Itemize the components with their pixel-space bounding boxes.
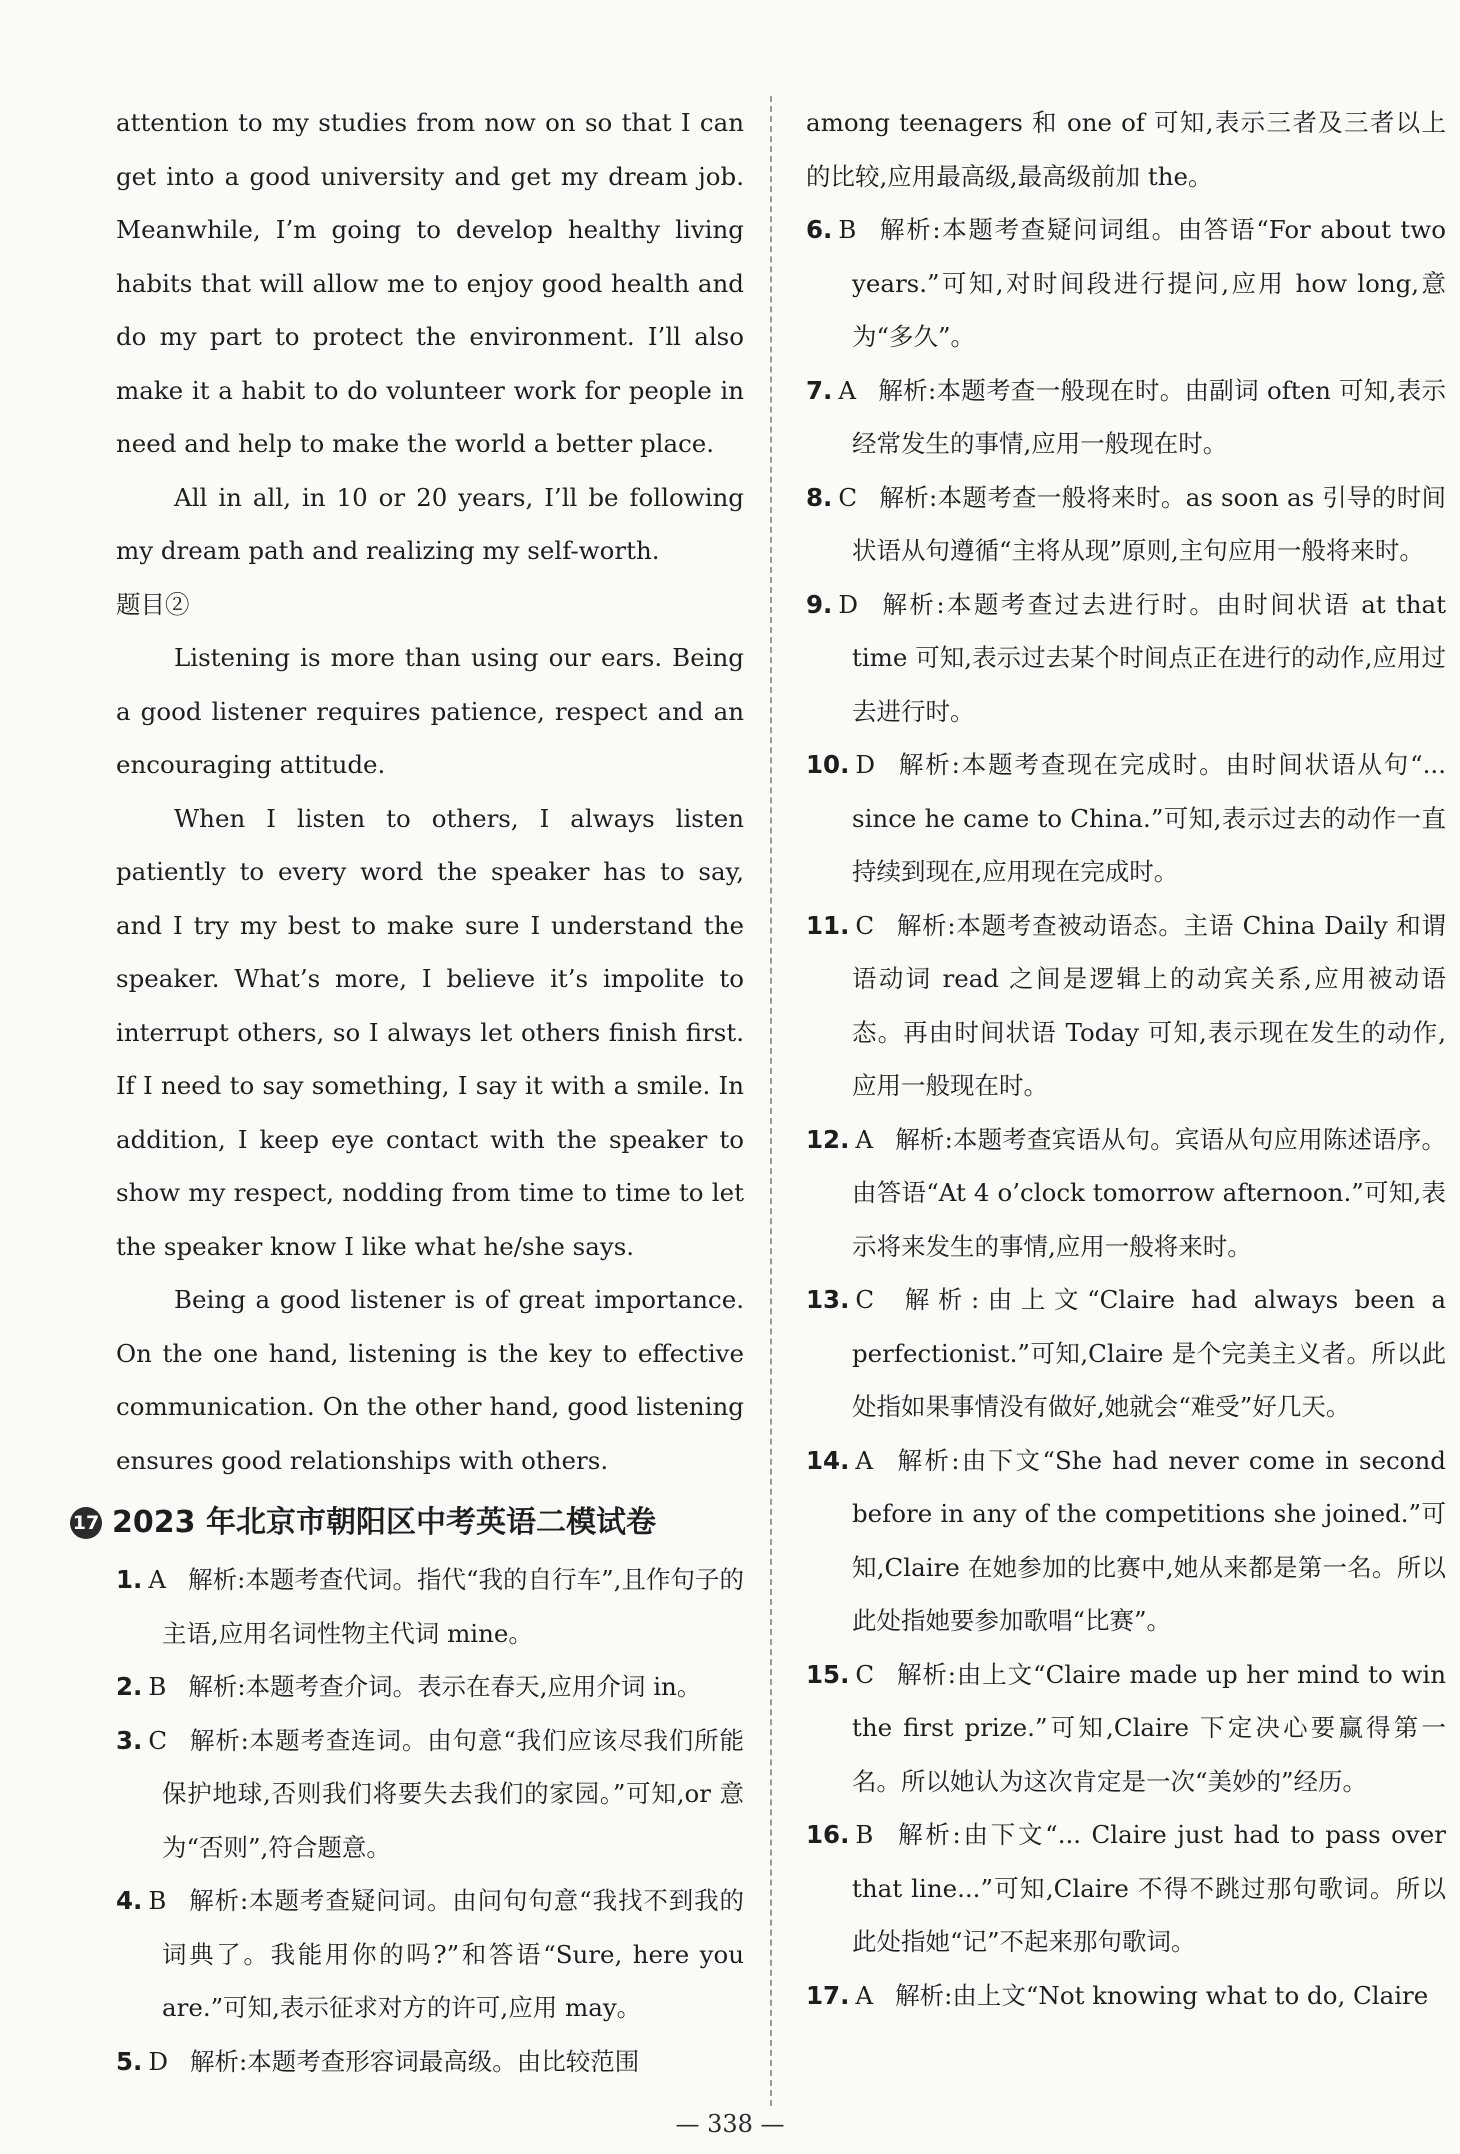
essay2-paragraph-3: Being a good listener is of great importance. On the one hand, listening is the key to effective communication. On the other hand, good listening ensures good relationships with others. xyxy=(116,1285,744,1475)
answer-item: 1. A 解析:本题考查代词。指代“我的自行车”,且作句子的主语,应用名词性物主代词 mine。 xyxy=(116,1565,744,1648)
answer-item: 3. C 解析:本题考查连词。由句意“我们应该尽我们所能保护地球,否则我们将要失去我们的家园。”可知,or 意为“否则”,符合题意。 xyxy=(116,1725,744,1862)
answer-item: 14. A 解析:由下文“She had never come in second before in any of the competitions she joined.”可知,Claire 在她参加的比赛中,她从来都是第一名。所以此处指她要参加歌唱“比赛”。 xyxy=(806,1445,1446,1635)
section-title: 2023 年北京市朝阳区中考英语二模试卷 xyxy=(112,1505,656,1540)
answer-item: 11. C 解析:本题考查被动语态。主语 China Daily 和谓语动词 read 之间是逻辑上的动宾关系,应用被动语态。再由时间状语 Today 可知,表示现在发生的动作,应用一般现在时。 xyxy=(806,910,1446,1100)
topic2-label: 题目② xyxy=(116,589,190,619)
left-column xyxy=(72,96,744,2088)
right-answer-list xyxy=(806,203,1446,2022)
answer-item: 9. D 解析:本题考查过去进行时。由时间状语 at that time 可知,表示过去某个时间点正在进行的动作,应用过去进行时。 xyxy=(806,589,1446,726)
answer-item: 16. B 解析:由下文“... Claire just had to pass over that line...”可知,Claire 不得不跳过那句歌词。所以此处指她“记”不起来那句歌词。 xyxy=(806,1820,1446,1956)
left-answer-list xyxy=(116,1553,744,2088)
essay1-paragraph-continued: attention to my studies from now on so that I can get into a good university and get my dream job. Meanwhile, I’m going to develop healthy living habits that will allow me to enjoy good health and do my part to protect the environment. I’ll also make it a habit to do volunteer work for people in need and help to make the world a better place. xyxy=(116,108,744,458)
answer-item: 4. B 解析:本题考查疑问词。由问句句意“我找不到我的词典了。我能用你的吗?”和答语“Sure, here you are.”可知,表示征求对方的许可,应用 may。 xyxy=(116,1886,744,2022)
page-number: — 338 — xyxy=(675,2110,785,2138)
answer-item: 12. A 解析:本题考查宾语从句。宾语从句应用陈述语序。由答语“At 4 o’clock tomorrow afternoon.”可知,表示将来发生的事情,应用一般将来时。 xyxy=(806,1124,1446,1261)
answer-item: 8. C 解析:本题考查一般将来时。as soon as 引导的时间状语从句遵循“主将从现”原则,主句应用一般将来时。 xyxy=(806,482,1446,565)
essay1-conclusion: All in all, in 10 or 20 years, I’ll be following my dream path and realizing my self-worth. xyxy=(116,482,744,565)
answer-item: 10. D 解析:本题考查现在完成时。由时间状语从句“... since he came to China.”可知,表示过去的动作一直持续到现在,应用现在完成时。 xyxy=(806,750,1446,886)
answer-item: 17. A 解析:由上文“Not knowing what to do, Claire xyxy=(806,1980,1429,2010)
answer-item: 5. D 解析:本题考查形容词最高级。由比较范围 xyxy=(116,2046,640,2076)
column-divider xyxy=(770,96,772,2106)
answer-item: 7. A 解析:本题考查一般现在时。由副词 often 可知,表示经常发生的事情,应用一般现在时。 xyxy=(806,375,1446,458)
essay2-paragraph-2: When I listen to others, I always listen patiently to every word the speaker has to say, and I try my best to make sure I understand the speaker. What’s more, I believe it’s impolite to interrupt others, so I always let others finish first. If I need to say something, I say it with a smile. In addition, I keep eye contact with the speaker to show my respect, nodding from time to time to let the speaker know I like what he/she says. xyxy=(116,803,744,1261)
answer-item: 15. C 解析:由上文“Claire made up her mind to win the first prize.”可知,Claire 下定决心要赢得第一名。所以她认为这次肯定是一次“美妙的”经历。 xyxy=(806,1659,1446,1796)
answer-item: 2. B 解析:本题考查介词。表示在春天,应用介词 in。 xyxy=(116,1672,702,1701)
answer-item: 6. B 解析:本题考查疑问词组。由答语“For about two years.”可知,对时间段进行提问,应用 how long,意为“多久”。 xyxy=(806,215,1446,351)
answer5-continued: among teenagers 和 one of 可知,表示三者及三者以上的比较,应用最高级,最高级前加 the。 xyxy=(806,108,1446,191)
section-heading xyxy=(70,1497,744,1549)
section-number-badge: 17 xyxy=(70,1507,102,1539)
answer-item: 13. C 解析:由上文“Claire had always been a perfectionist.”可知,Claire 是个完美主义者。所以此处指如果事情没有做好,她就会“难受”好几天。 xyxy=(806,1285,1446,1421)
right-column xyxy=(806,96,1446,2022)
essay2-paragraph-1: Listening is more than using our ears. Being a good listener requires patience, respect and an encouraging attitude. xyxy=(116,643,744,779)
